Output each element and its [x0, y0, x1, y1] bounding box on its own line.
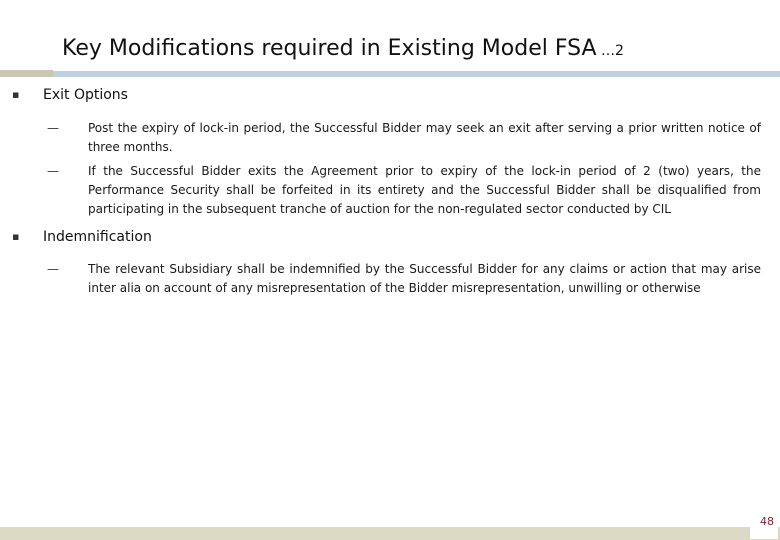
list-item-dash: —	[47, 164, 59, 178]
title-rule-left	[0, 70, 53, 77]
slide-title-suffix: …2	[596, 43, 624, 59]
list-item-text: If the Successful Bidder exits the Agreement prior to expiry of the lock-in period of 2 (two) years, the Performance Security shall be forfeited in its entirety and the Successful Bidder shall be disqualified from participating in the subsequent tranche of auction for the non-regulated sector conducted by CIL	[88, 164, 761, 216]
section-bullet-exit-options: ▪	[12, 88, 20, 101]
title-rule-right	[53, 71, 780, 77]
list-item-text: Post the expiry of lock-in period, the Successful Bidder may seek an exit after serving a prior written notice of three months.	[88, 121, 761, 154]
list-item-dash: —	[47, 262, 59, 276]
footer-bar	[0, 527, 780, 540]
list-item-dash: —	[47, 121, 59, 135]
page-number: 48	[760, 515, 774, 528]
slide-title-text: Key Modifications required in Existing Model FSA	[62, 36, 597, 61]
section-bullet-indemnification: ▪	[12, 230, 20, 243]
section-heading-indemnification: Indemnification	[43, 229, 152, 245]
slide-title	[62, 34, 624, 66]
list-item-text: The relevant Subsidiary shall be indemnified by the Successful Bidder for any claims or action that may arise inter alia on account of any misrepresentation of the Bidder misrepresentation, unwilling or otherwise	[88, 262, 761, 295]
section-heading-exit-options: Exit Options	[43, 87, 128, 103]
